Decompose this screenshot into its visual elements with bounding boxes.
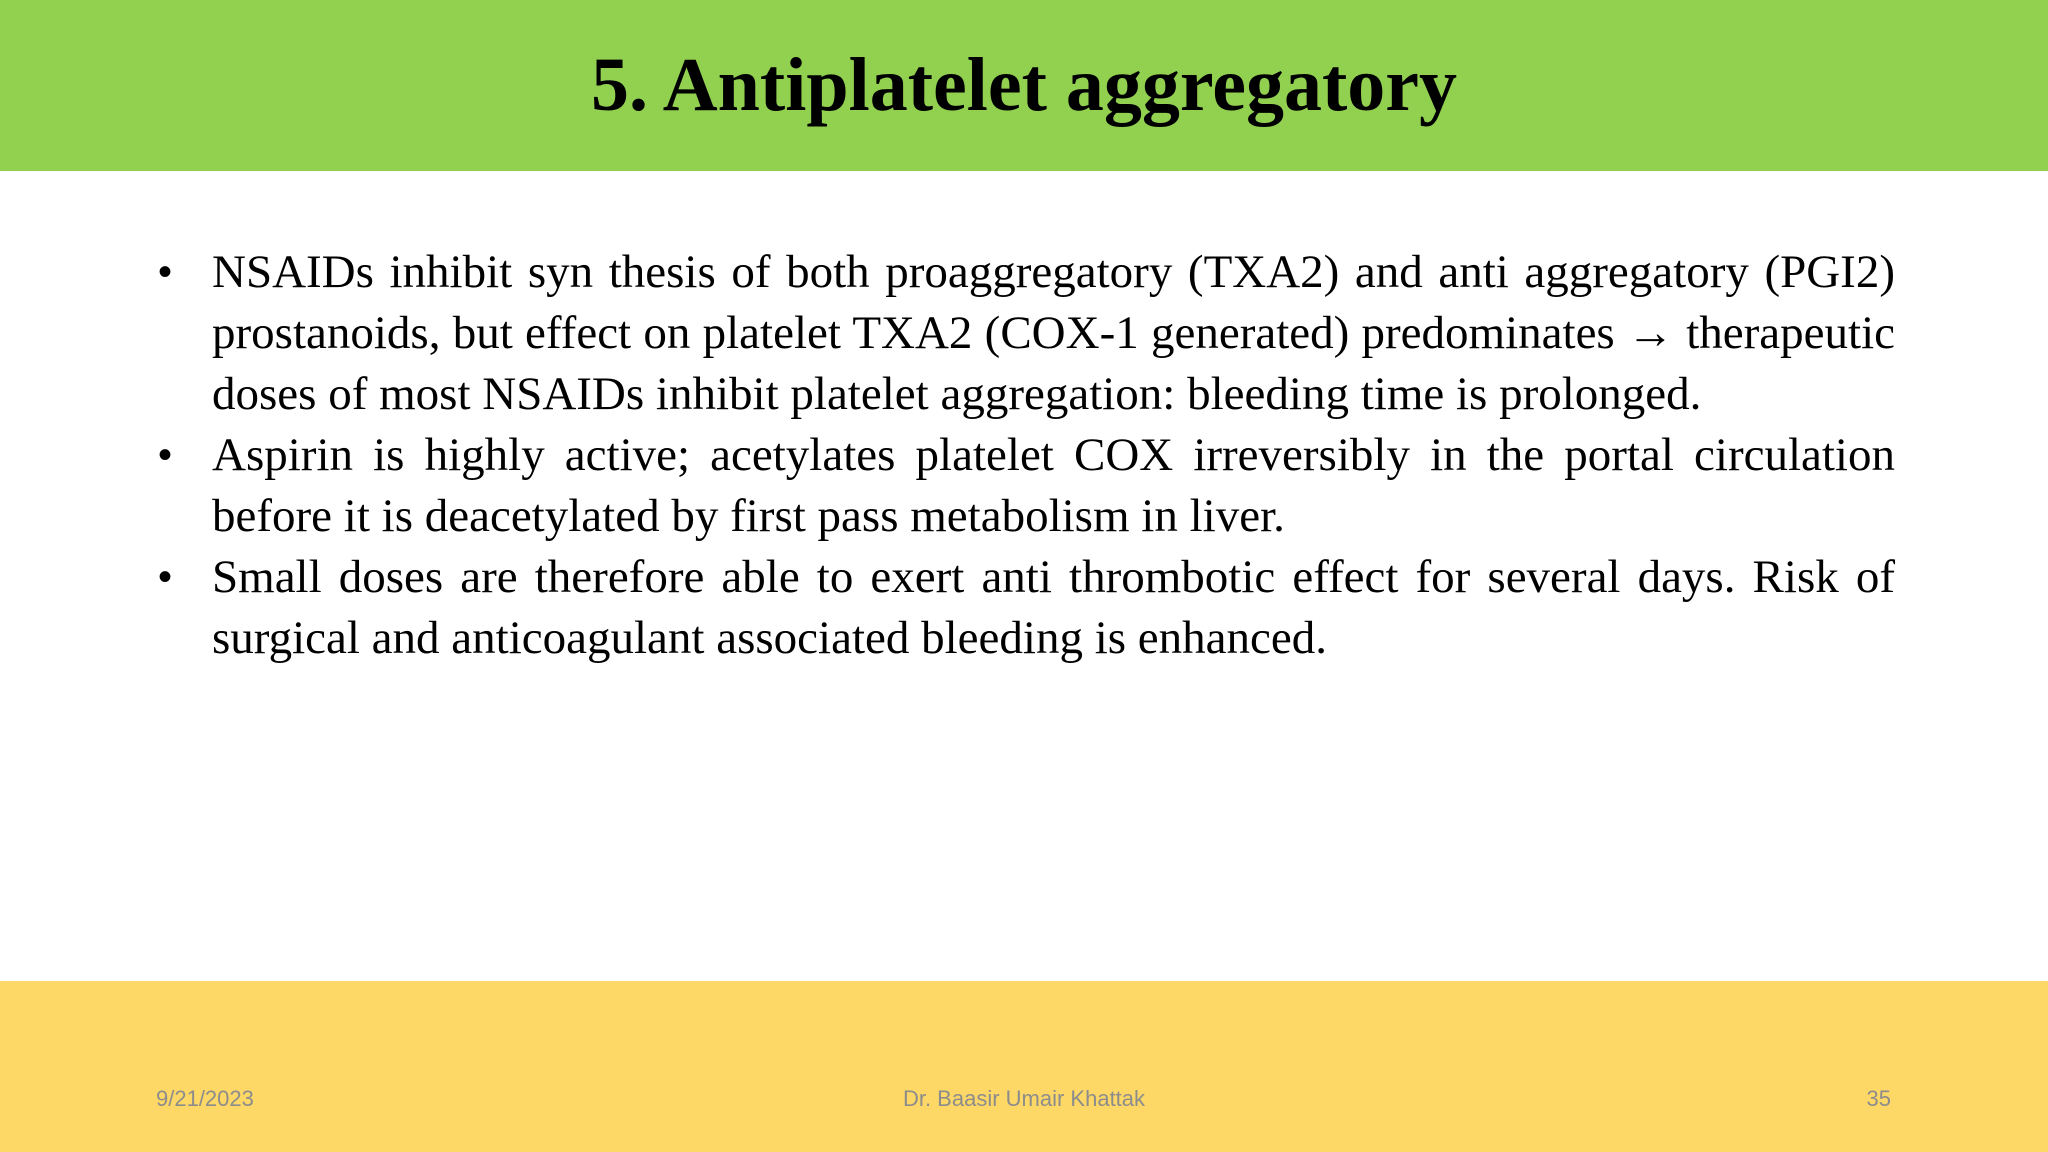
footer-band — [0, 981, 2048, 1152]
bullet-text: Small doses are therefore able to exert anti thrombotic effect for several days. Risk of surgical and anticoagulant associated bleeding is enhanced. — [212, 551, 1895, 664]
slide-number: 35 — [1866, 1086, 1891, 1111]
bullet-icon: • — [157, 250, 172, 294]
bullet-list — [150, 242, 1895, 669]
bullet-icon: • — [157, 555, 172, 599]
bullet-item — [150, 547, 1895, 669]
slide-content — [150, 242, 1895, 669]
bullet-icon: • — [157, 433, 172, 477]
bullet-item — [150, 425, 1895, 547]
bullet-text: NSAIDs inhibit syn thesis of both proaggregatory (TXA2) and anti aggregatory (PGI2) prostanoids, but effect on platelet TXA2 (COX-1 generated) predominates → therapeutic doses of most NSAIDs inhibit platelet aggregation: bleeding time is prolonged. — [212, 246, 1895, 420]
bullet-text: Aspirin is highly active; acetylates platelet COX irreversibly in the portal circulation before it is deacetylated by first pass metabolism in liver. — [212, 429, 1895, 542]
bullet-item — [150, 242, 1895, 425]
footer-author: Dr. Baasir Umair Khattak — [902, 1086, 1146, 1111]
footer-date: 9/21/2023 — [156, 1086, 254, 1111]
slide-title: 5. Antiplatelet aggregatory — [590, 43, 1458, 127]
